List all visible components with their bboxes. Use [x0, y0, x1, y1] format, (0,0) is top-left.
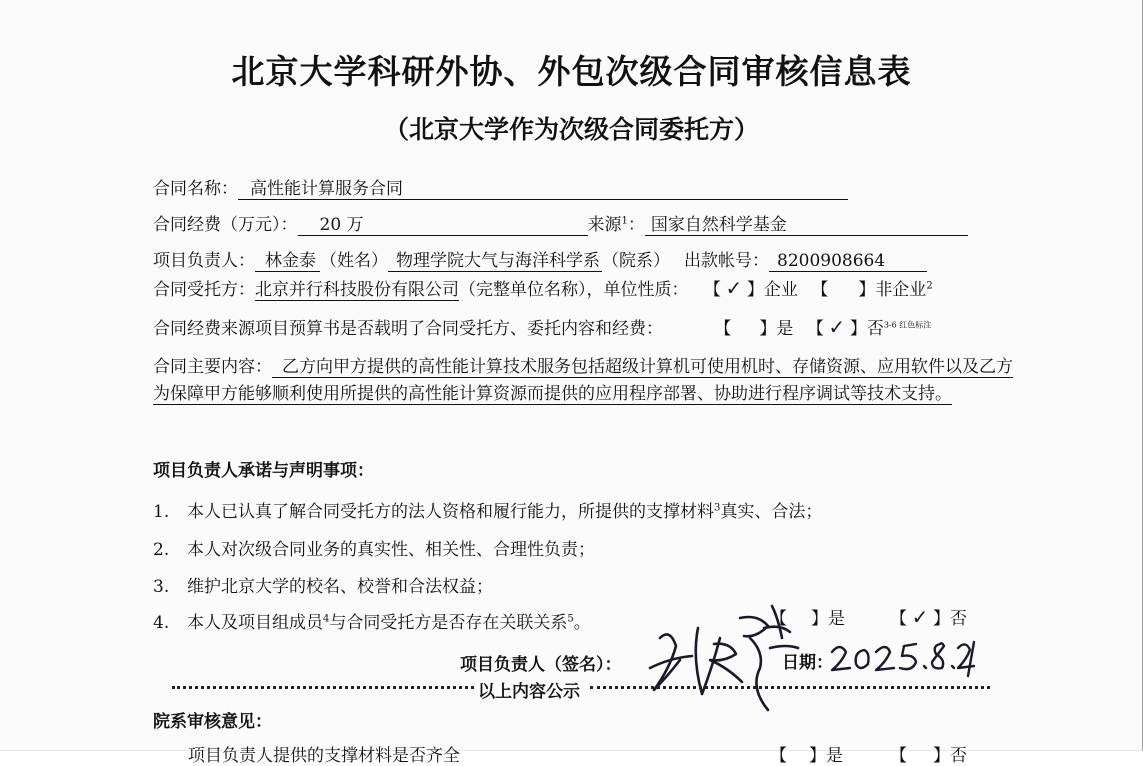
page-subtitle: （北京大学作为次级合同委托方）: [383, 115, 759, 144]
name-suffix: （姓名）: [320, 251, 388, 271]
divider-right: [590, 686, 990, 689]
enterprise-option[interactable]: 【 ✓ 】企业: [703, 276, 798, 300]
public-notice-label: 以上内容公示: [478, 682, 580, 702]
contract-name-row: [153, 174, 848, 200]
related-party-yes-label: 是: [828, 609, 845, 629]
project-leader-row: [153, 246, 927, 272]
date-label: 日期：: [782, 653, 833, 673]
enterprise-label: 企业: [763, 280, 798, 300]
budget-yes-label: 是: [776, 319, 794, 339]
project-leader-dept: 物理学院大气与海洋科学系: [388, 246, 602, 272]
dept-review-heading: 院系审核意见：: [153, 712, 272, 732]
main-content-paragraph: [153, 354, 1013, 408]
contract-fee-row: [153, 210, 968, 236]
non-enterprise-footnote: 2: [926, 280, 933, 292]
fund-source-label: 来源: [587, 215, 622, 235]
commitment-item-3: 3. 维护北京大学的校名、校誉和合法权益；: [153, 577, 493, 597]
check-mark-icon: ✓: [828, 315, 846, 339]
commitment-item-1: 1. 本人已认真了解合同受托方的法人资格和履行能力，所提供的支撑材料$^3$真实、合法；: [153, 502, 823, 522]
budget-question-text: 合同经费来源项目预算书是否载明了合同受托方、委托内容和经费：: [153, 319, 663, 339]
budget-no-option[interactable]: 【 ✓ 】否$^{3-6 红色标注}$: [806, 315, 932, 339]
divider-left: [172, 686, 474, 689]
fund-source-colon: ：: [627, 215, 645, 235]
project-leader-label: 项目负责人：: [153, 251, 255, 271]
account-label: 出款帐号：: [684, 251, 769, 271]
signature-label: 项目负责人（签名）：: [460, 655, 622, 675]
budget-question-row: [153, 314, 931, 339]
contract-name-label: 合同名称：: [153, 179, 238, 199]
contractor-row: [153, 275, 933, 301]
fund-source-value: 国家自然科学基金: [645, 210, 968, 236]
contractor-label: 合同受托方：: [153, 280, 255, 300]
contract-fee-value: 20 万: [298, 210, 588, 236]
non-enterprise-option[interactable]: 【 】非企业$^2$: [811, 280, 933, 300]
check-mark-icon: ✓: [911, 605, 929, 629]
handwritten-signature: [640, 598, 820, 718]
dept-suffix: （院系）: [602, 251, 670, 271]
bottom-yes-option[interactable]: 【 】是: [770, 746, 843, 766]
related-party-no-option[interactable]: 【 ✓ 】否: [890, 605, 967, 629]
budget-no-label: 否: [866, 319, 884, 339]
non-enterprise-label: 非企业: [875, 280, 927, 300]
project-leader-name: 林金泰: [255, 246, 320, 272]
contractor-name: 北京并行科技股份有限公司: [255, 275, 459, 301]
commitment-item-4: 4. 本人及项目组成员$^4$与合同受托方是否存在关联关系$^5$。: [153, 613, 591, 633]
budget-no-footnote: 3-6 红色标注: [883, 320, 932, 330]
commitment-heading: 项目负责人承诺与声明事项：: [153, 461, 374, 481]
bottom-partial-row: 项目负责人提供的支撑材料是否齐全: [188, 746, 460, 766]
bottom-no-option[interactable]: 【 】否: [890, 746, 967, 766]
contractor-name-suffix: （完整单位名称），单位性质：: [459, 280, 689, 300]
account-number: 8200908664: [769, 251, 927, 272]
related-party-no-label: 否: [950, 609, 967, 629]
main-content-label: 合同主要内容：: [153, 357, 272, 377]
page-title: 北京大学科研外协、外包次级合同审核信息表: [231, 52, 912, 91]
fund-source-footnote: 1: [621, 215, 628, 227]
budget-yes-option[interactable]: 【 】是: [714, 319, 794, 339]
contract-name-value: 高性能计算服务合同: [238, 174, 848, 200]
commitment-item-2: 2. 本人对次级合同业务的真实性、相关性、合理性负责；: [153, 540, 595, 560]
check-mark-icon: ✓: [725, 276, 743, 300]
contract-fee-label: 合同经费（万元）：: [153, 215, 298, 235]
related-party-yes-option[interactable]: 【 】是: [770, 609, 845, 629]
main-content-text: 乙方向甲方提供的高性能计算技术服务包括超级计算机可使用机时、存储资源、应用软件以及乙方为保障甲方能够顺利使用所提供的高性能计算资源而提供的应用程序部署、协助进行程序调试等技术支持。: [153, 357, 1013, 404]
handwritten-date: [828, 636, 978, 680]
